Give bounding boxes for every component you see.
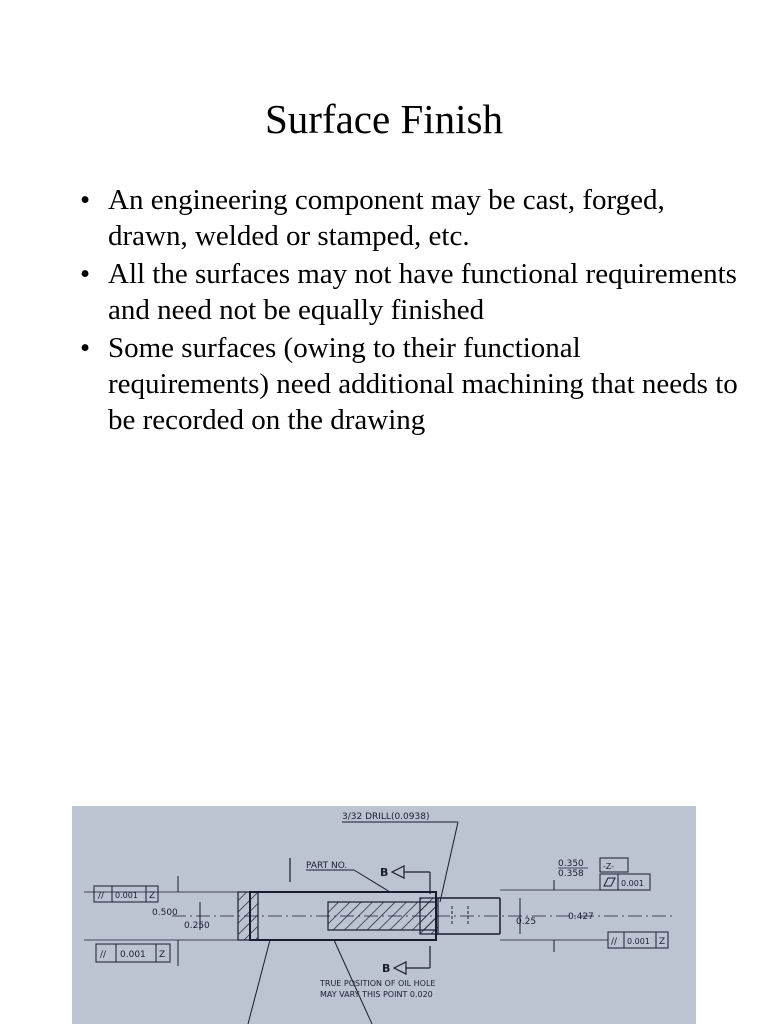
tol-value: 0.001 [120, 950, 146, 960]
dim-0358: 0.358 [558, 869, 584, 879]
tol-value: 0.001 [621, 879, 644, 888]
bullet-item [80, 182, 740, 254]
note-line-1: TRUE POSITION OF OIL HOLE [320, 979, 436, 988]
bullet-text: An engineering component may be cast, forged, drawn, welded or stamped, etc. [108, 184, 665, 252]
parallelism-icon: // [100, 950, 107, 960]
dim-025: 0.25 [516, 917, 537, 927]
bullet-dot-icon: • [80, 258, 91, 290]
datum-z-label: -Z- [603, 862, 615, 871]
tol-value: 0.001 [627, 937, 650, 946]
tol-datum: Z [159, 950, 166, 960]
dim-0350: 0.350 [558, 859, 584, 869]
bullet-text: All the surfaces may not have functional requirements and need not be equally finished [108, 258, 737, 326]
slide-title: Surface Finish [265, 96, 503, 142]
bullet-item [80, 330, 740, 438]
drill-callout-text: 3/32 DRILL(0.0938) [342, 812, 430, 822]
dim-0500: 0.500 [152, 908, 178, 918]
tol-value: 0.001 [115, 891, 138, 900]
tol-datum: Z [149, 891, 156, 901]
note-line-2: MAY VARY THIS POINT 0.020 [320, 990, 433, 999]
bullet-list [80, 182, 740, 440]
bullet-dot-icon: • [80, 332, 91, 364]
section-marker-bottom: B [382, 962, 391, 975]
bullet-item [80, 256, 740, 328]
engineering-drawing [72, 806, 696, 1024]
part-no-label: PART NO. [306, 861, 348, 871]
dim-0427: 0.427 [568, 912, 594, 922]
bullet-text: Some surfaces (owing to their functional requirements) need additional machining that needs to be recorded on the drawing [108, 332, 738, 436]
tol-datum: Z [659, 937, 666, 947]
parallelism-icon: // [611, 937, 618, 947]
section-marker-top: B [380, 866, 389, 879]
drawing-svg [72, 806, 696, 1024]
bullet-dot-icon: • [80, 184, 91, 216]
dim-0250: 0.250 [184, 921, 210, 931]
parallelism-icon: // [98, 891, 105, 901]
